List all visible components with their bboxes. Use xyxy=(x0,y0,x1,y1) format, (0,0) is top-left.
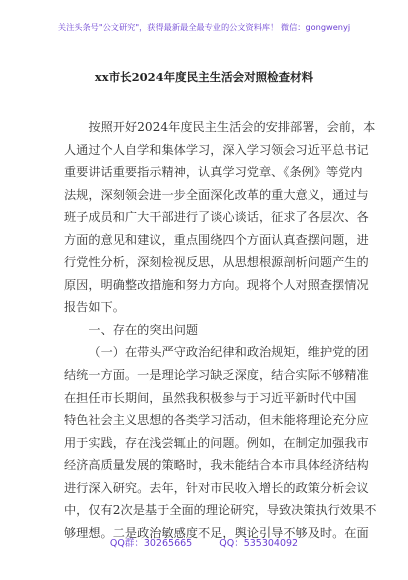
footer-contact xyxy=(0,535,408,549)
body-line: 法规，深刻领会进一步全面深化改革的重大意义，通过与 xyxy=(64,187,369,202)
footer-qq-group: QQ群：30265665 xyxy=(109,538,193,549)
body-line: 一、存在的突出问题 xyxy=(88,322,199,337)
body-line: 报告如下。 xyxy=(64,300,125,315)
document-title: xx市长2024年度民主生活会对照检查材料 xyxy=(94,70,314,84)
document-body xyxy=(64,116,377,544)
body-line: 经济高质量发展的策略时，我未能结合本市具体经济结构 xyxy=(64,458,369,473)
footer-qq: QQ：535304092 xyxy=(219,538,299,549)
body-line: 在担任市长期间，虽然我积极参与于习近平新时代中国 xyxy=(64,390,357,405)
body-line: 行党性分析，深刻检视反思，从思想根源剖析问题产生的 xyxy=(64,255,369,270)
body-line: 班子成员和广大干部进行了谈心谈话，征求了各层次、各 xyxy=(64,210,369,225)
body-line: 用于实践，存在浅尝辄止的问题。例如，在制定加强我市 xyxy=(64,435,369,450)
body-line: 特色社会主义思想的各类学习活动，但未能将理论充分应 xyxy=(64,413,369,428)
body-line: 中，仅有2次是基于全面的理论研究，导致决策执行效果不 xyxy=(64,503,377,518)
body-line: 进行深入研究。去年，针对市民收入增长的政策分析会议 xyxy=(64,480,369,495)
body-line: 够理想。二是政治敏感度不足，舆论引导不够及时。在面 xyxy=(64,525,369,540)
body-line: 方面的意见和建议，重点围绕四个方面认真查摆问题，进 xyxy=(64,232,369,247)
body-line: 结统一方面。一是理论学习缺乏深度，结合实际不够精准 xyxy=(64,368,369,383)
body-line: 人通过个人自学和集体学习，深入学习领会习近平总书记 xyxy=(64,142,369,157)
body-line: 原因，明确整改措施和努力方向。现将个人对照查摆情况 xyxy=(64,277,369,292)
body-line: （一）在带头严守政治纪律和政治规矩，维护党的团 xyxy=(88,345,369,360)
header-banner: 关注头条号"公文研究"，获得最新最全最专业的公文资料库！ 微信：gongwenyj xyxy=(57,22,351,32)
body-line: 重要讲话重要指示精神，认真学习党章、《条例》等党内 xyxy=(64,165,363,180)
body-line: 按照开好2024年度民主生活会的安排部署，会前，本 xyxy=(88,120,376,134)
